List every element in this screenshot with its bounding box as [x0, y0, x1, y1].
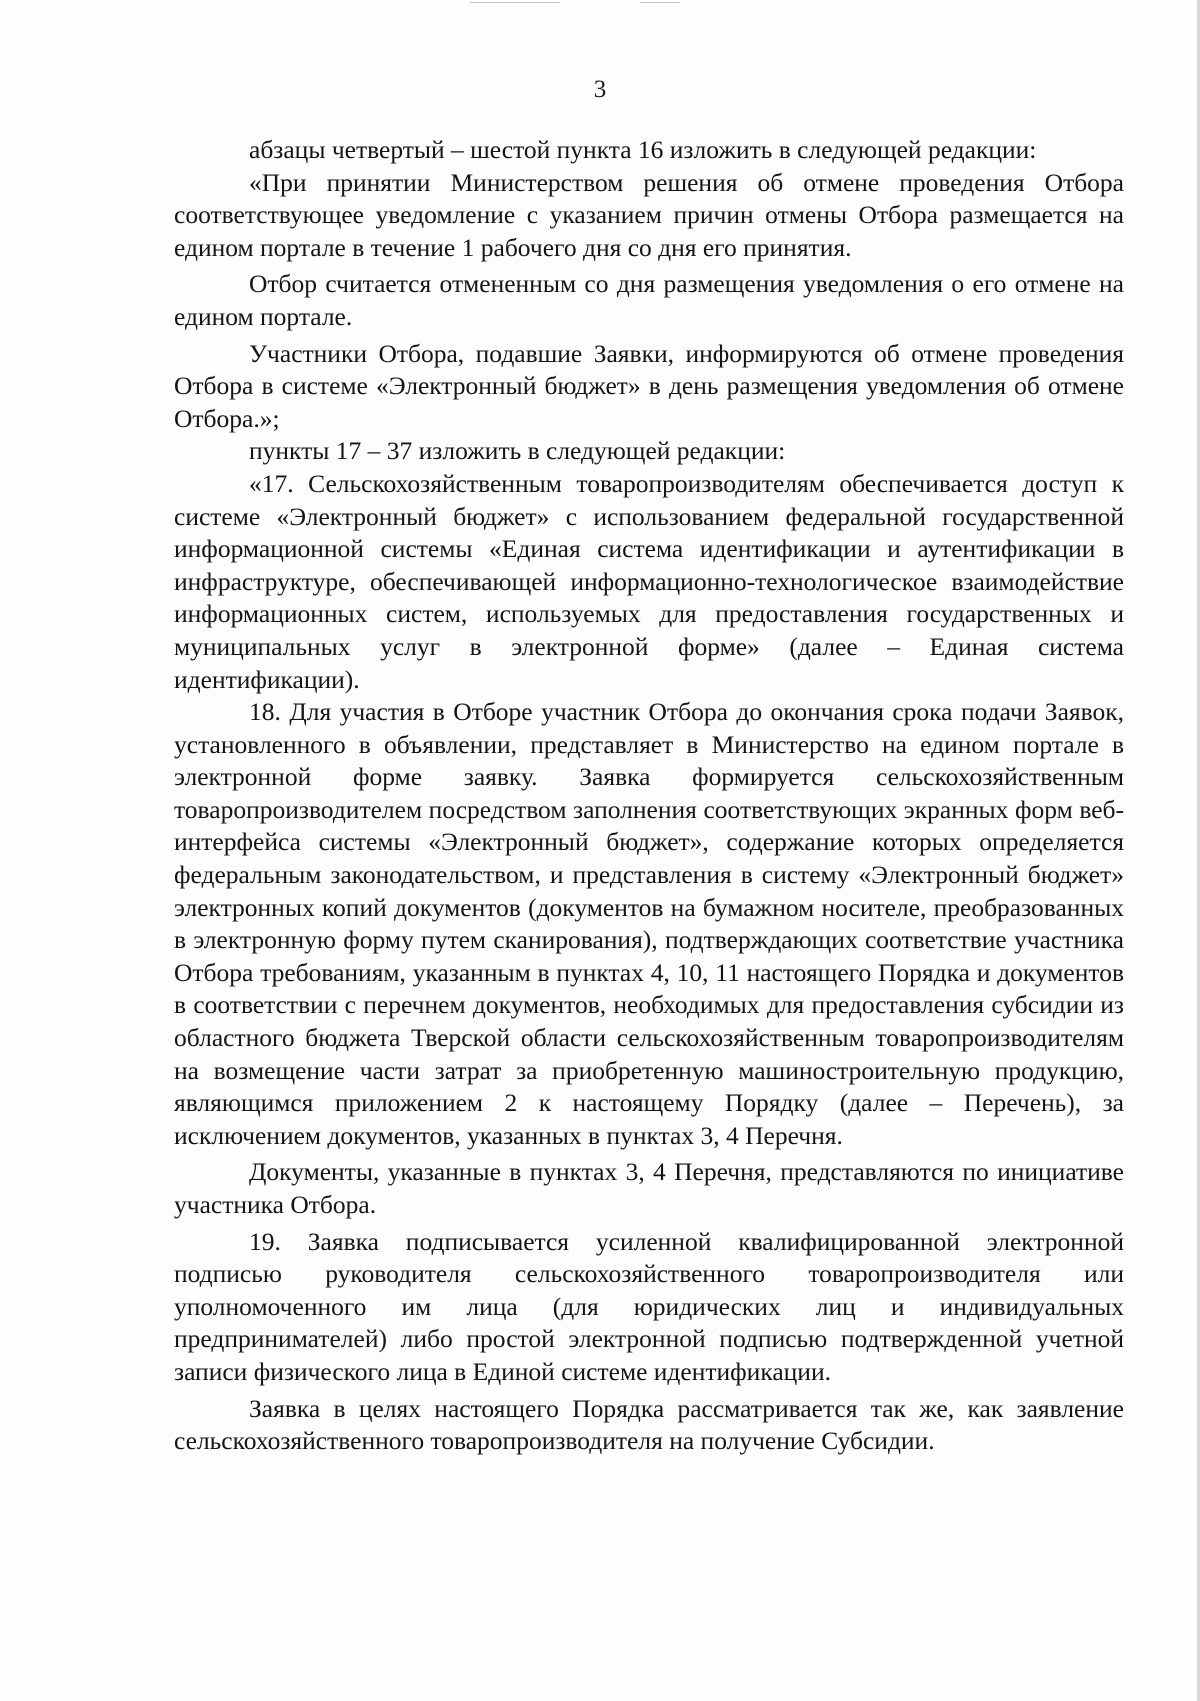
- paragraph: «17. Сельскохозяйственным товаропроизводителям обеспечивается доступ к системе «Электронный бюджет» с использованием федеральной государственной информационной системы «Единая система идентификации и аутентификации в инфраструктуре, обеспечивающей информационно-технологическое взаимодействие информационных систем, используемых для предоставления государственных и муниципальных услуг в электронной форме» (далее – Единая система идентификации).: [174, 468, 1124, 694]
- paragraph: «При принятии Министерством решения об отмене проведения Отбора соответствующее уведомление с указанием причин отмены Отбора размещается на едином портале в течение 1 рабочего дня со дня его принятия.: [174, 167, 1124, 262]
- paragraph: абзацы четвертый – шестой пункта 16 изложить в следующей редакции:: [249, 135, 1037, 164]
- page-number: 3: [593, 76, 607, 103]
- paragraph: 18. Для участия в Отборе участник Отбора до окончания срока подачи Заявок, установленного в объявлении, представляет в Министерство на едином портале в электронной форме заявку. Заявка формируется сельскохозяйственным товаропроизводителем посредством заполнения соответствующих экранных форм веб-интерфейса системы «Электронный бюджет», содержание которых определяется федеральным законодательством, и представления в систему «Электронный бюджет» электронных копий документов (документов на бумажном носителе, преобразованных в электронную форму путем сканирования), подтверждающих соответствие участника Отбора требованиям, указанным в пунктах 4, 10, 11 настоящего Порядка и документов в соответствии с перечнем документов, необходимых для предоставления субсидии из областного бюджета Тверской области сельскохозяйственным товаропроизводителям на возмещение части затрат за приобретенную машиностроительную продукцию, являющимся приложением 2 к настоящему Порядку (далее – Перечень), за исключением документов, указанных в пунктах 3, 4 Перечня.: [174, 697, 1124, 1150]
- paragraph: пункты 17 – 37 изложить в следующей редакции:: [249, 436, 786, 466]
- paragraph: Документы, указанные в пунктах 3, 4 Перечня, представляются по инициативе участника Отбора.: [174, 1157, 1124, 1219]
- paragraph: Заявка в целях настоящего Порядка рассматривается так же, как заявление сельскохозяйственного товаропроизводителя на получение Субсидии.: [174, 1393, 1124, 1456]
- scan-artifact: [470, 2, 560, 3]
- paragraph: Отбор считается отмененным со дня размещения уведомления о его отмене на едином портале.: [174, 269, 1124, 331]
- scan-artifact: [640, 2, 680, 3]
- document-body: [174, 134, 1124, 1458]
- paragraph: Участники Отбора, подавшие Заявки, информируются об отмене проведения Отбора в системе «Электронный бюджет» в день размещения уведомления об отмене Отбора.»;: [174, 338, 1124, 433]
- paragraph: 19. Заявка подписывается усиленной квалифицированной электронной подписью руководителя сельскохозяйственного товаропроизводителя или уполномоченного им лица (для юридических лиц и индивидуальных предпринимателей) либо простой электронной подписью подтвержденной учетной записи физического лица в Единой системе идентификации.: [174, 1226, 1124, 1386]
